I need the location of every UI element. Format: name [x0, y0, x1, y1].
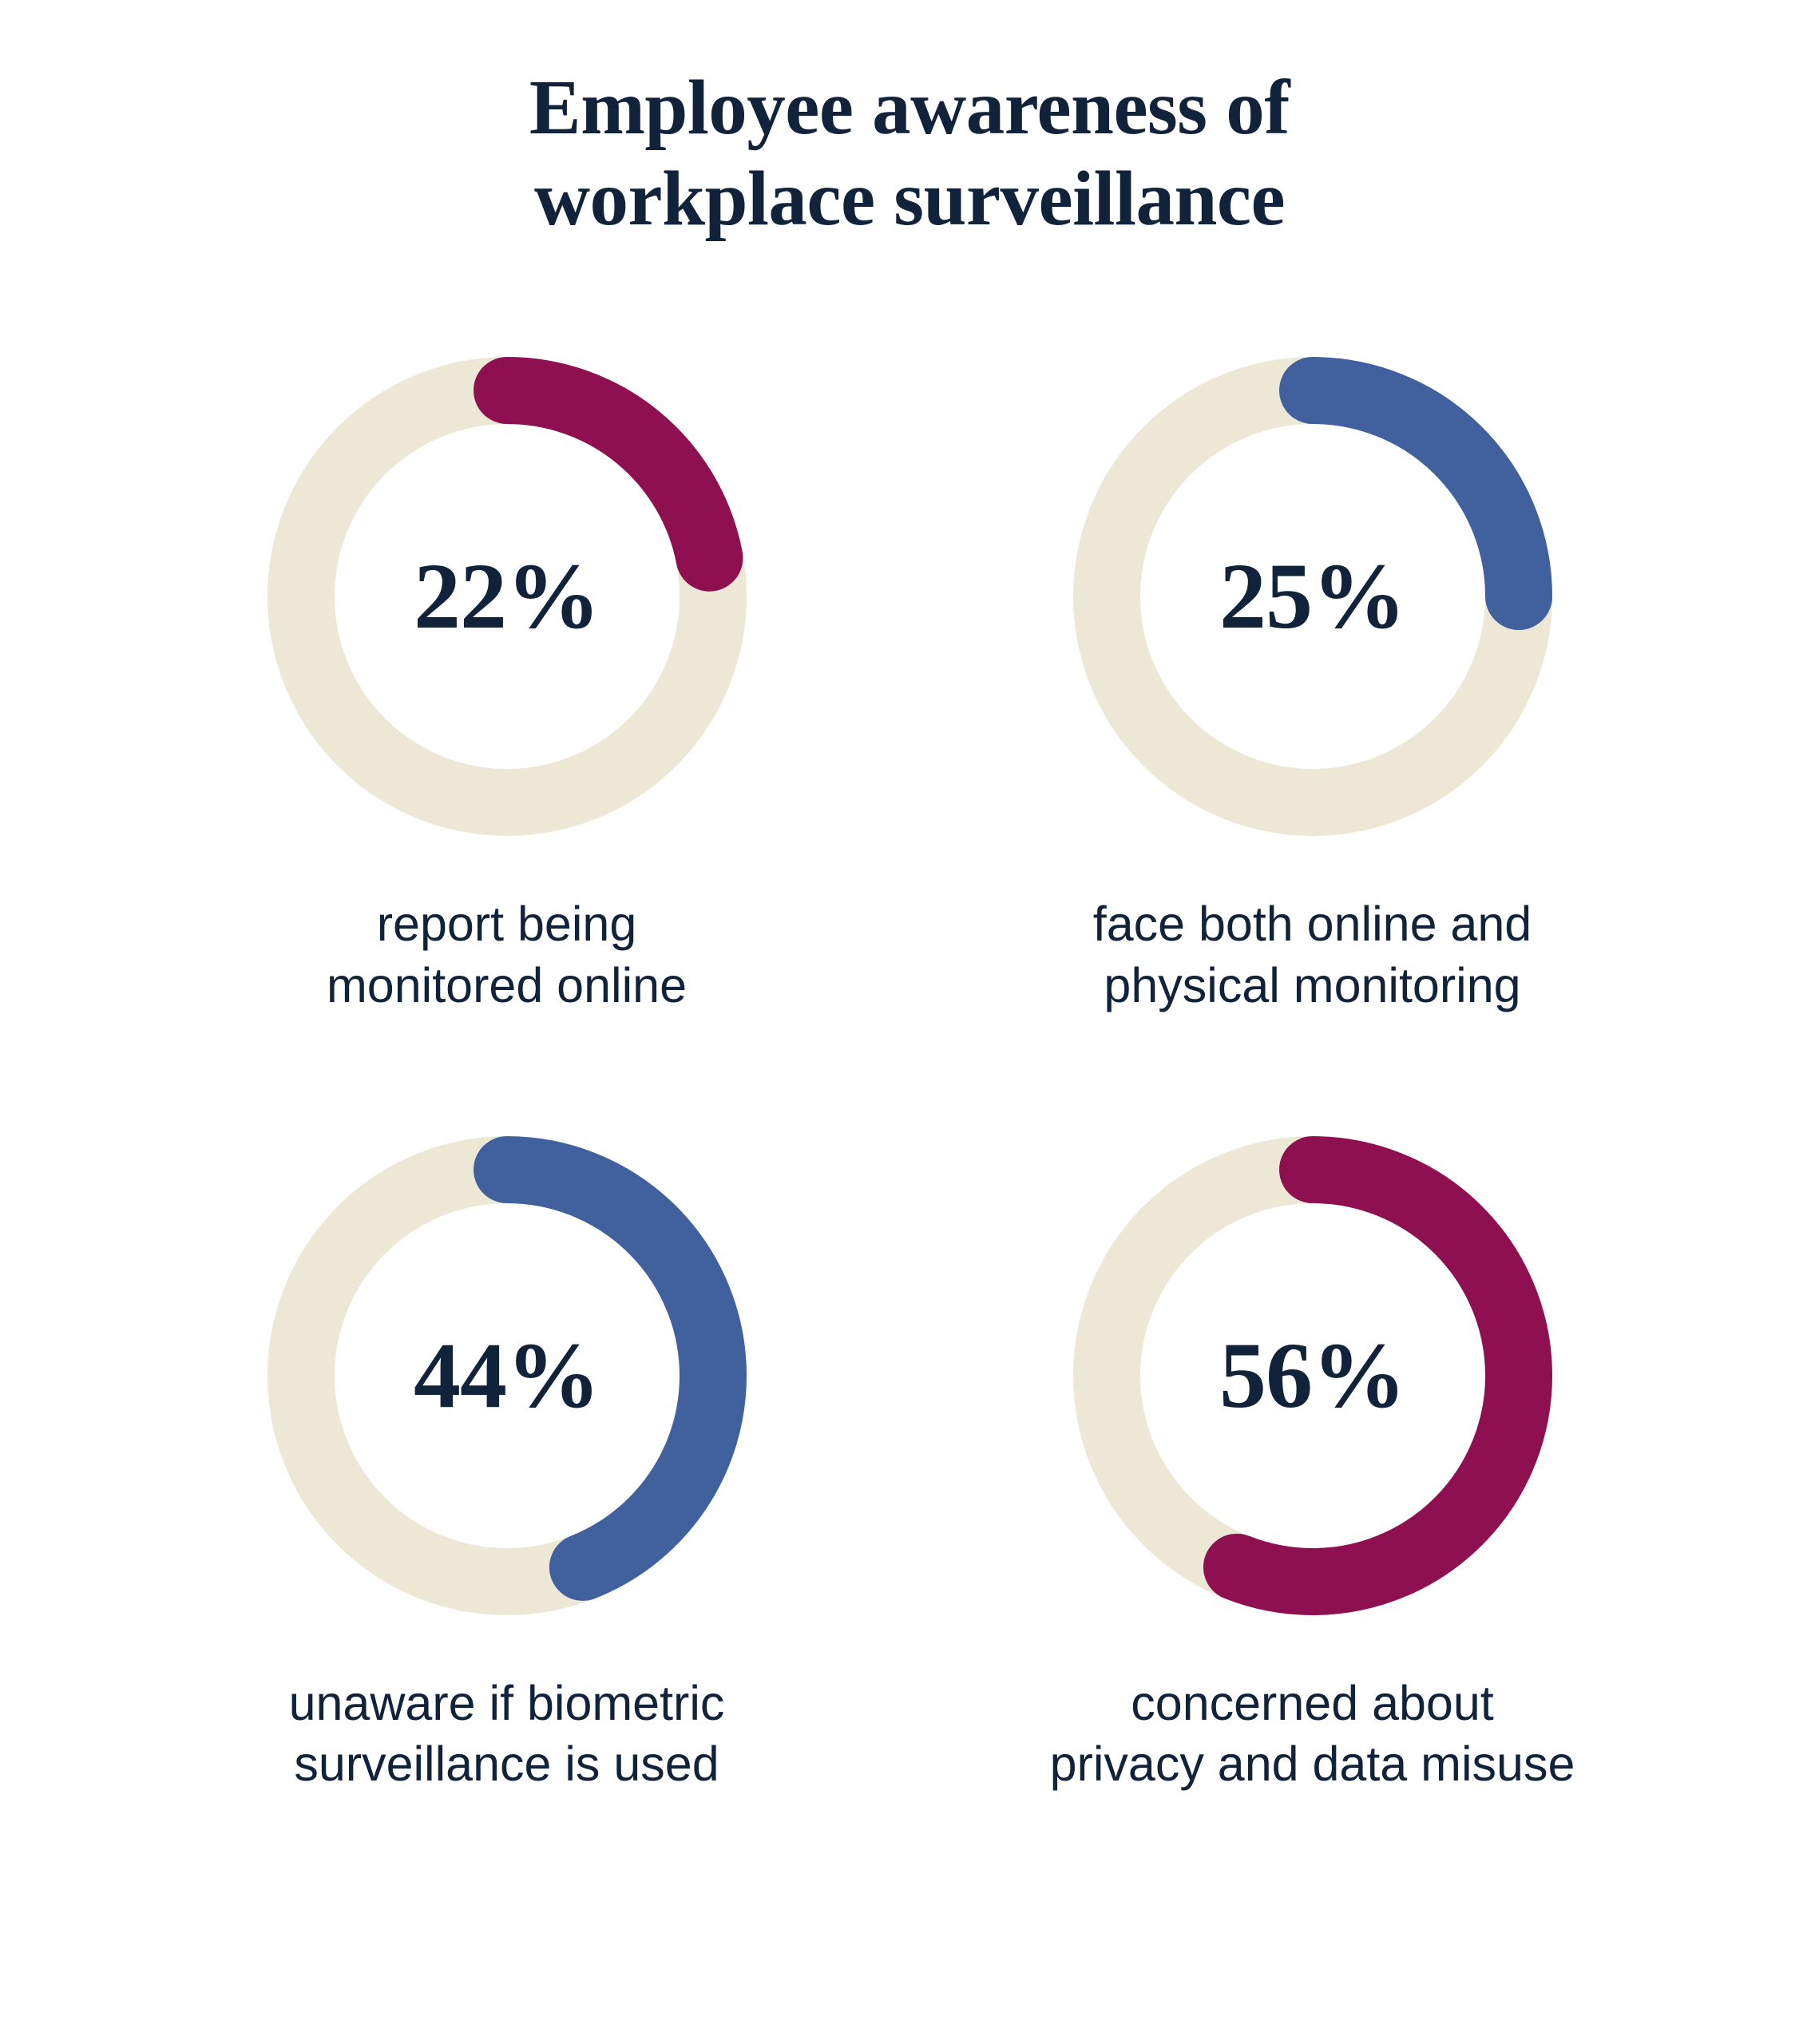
- donut-caption-3: [1050, 1673, 1575, 1796]
- page-title: [0, 0, 1819, 245]
- donut-caption-3-line-2: privacy and data misuse: [1049, 1737, 1575, 1792]
- donut-caption-2: [289, 1673, 725, 1796]
- donut-caption-2-line-2: surveillance is used: [294, 1737, 719, 1792]
- stat-card-privacy-concern: [910, 1112, 1715, 1796]
- donut-caption-0-line-1: report being: [376, 896, 637, 951]
- donut-chart-1: [1049, 333, 1576, 860]
- stat-card-biometric-unaware: [104, 1112, 910, 1796]
- donut-value-0: 22%: [414, 543, 600, 648]
- donut-caption-1: [1093, 893, 1532, 1016]
- donut-grid: [0, 333, 1819, 1795]
- stat-card-monitored-online: [104, 333, 910, 1016]
- donut-caption-1-line-1: face both online and: [1092, 896, 1532, 951]
- donut-value-3: 56%: [1219, 1322, 1405, 1428]
- stat-card-online-and-physical: [910, 333, 1715, 1016]
- donut-caption-0-line-2: monitored online: [326, 957, 687, 1012]
- donut-caption-1-line-2: physical monitoring: [1104, 957, 1521, 1012]
- donut-caption-0: [327, 893, 687, 1016]
- donut-value-1: 25%: [1219, 543, 1405, 648]
- donut-chart-3: [1049, 1112, 1576, 1639]
- donut-chart-0: [244, 333, 771, 860]
- donut-chart-2: [244, 1112, 771, 1639]
- donut-caption-3-line-1: concerned about: [1131, 1675, 1494, 1730]
- donut-value-2: 44%: [414, 1322, 600, 1428]
- page-title-line-2: workplace surveillance: [533, 156, 1285, 242]
- donut-caption-2-line-1: unaware if biometric: [288, 1675, 725, 1730]
- page-title-line-1: Employee awareness of: [529, 65, 1290, 150]
